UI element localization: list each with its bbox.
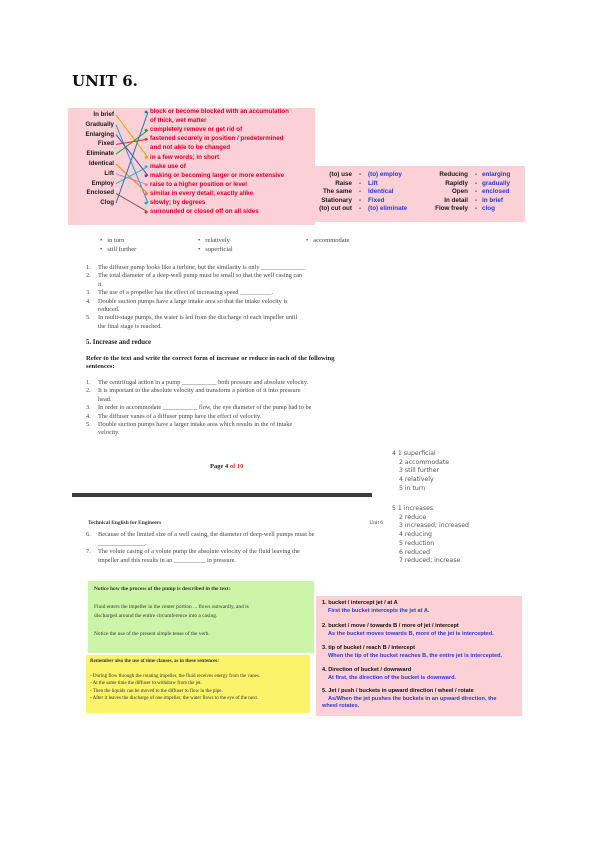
item-text: The total diameter of a deep-well pump must be small so that the well casing can — [98, 272, 303, 280]
item-text: It is important to the absolute velocity and transform a portion of it into pressure — [98, 387, 301, 395]
page-total: 10 — [236, 463, 244, 470]
word-item: • relatively — [198, 236, 230, 245]
item-text: In order to accommodate ___________ flow, the eye diameter of the pump had to be — [98, 404, 312, 412]
page-current: 4 — [224, 463, 229, 470]
answer-line: 3 increased; increased — [399, 522, 469, 530]
item-text: The use of a propeller has the effect of increasing speed __________. — [98, 289, 274, 297]
item-number: 4. — [86, 412, 91, 420]
note-line: - During flow through the rotating impeller, the fluid receives energy from the vanes. — [90, 673, 261, 679]
item-number: 2. — [86, 387, 91, 395]
answer-line: 7 reduced; increase — [399, 557, 461, 565]
item-text: the final stage is reached. — [98, 322, 162, 330]
vocab-dash: - — [474, 205, 478, 213]
item-text: velocity. — [98, 429, 120, 437]
note-line: Notice the use of the present simple tense of the verb. — [94, 631, 210, 637]
header-unit: Unit 6 — [369, 520, 383, 526]
section-heading: 5. Increase and reduce — [86, 339, 152, 346]
note-line: Fluid enters the impeller in the center portion ... flows outwardly, and is — [94, 604, 249, 610]
page-label: Page — [210, 463, 225, 470]
answer-line: 4 reducing — [399, 531, 432, 539]
page-sep: of — [228, 463, 237, 470]
match-definition: surrounded or closed off on all sides — [150, 208, 259, 216]
match-word: Employ — [91, 179, 114, 187]
item-number: 5. — [86, 421, 91, 428]
match-definition: block or become blocked with an accumulation — [150, 108, 289, 115]
unit-title: UNIT 6. — [72, 72, 138, 90]
answer-line: wheel rotates. — [322, 703, 360, 709]
vocab-term: (to) use — [329, 171, 352, 178]
instruction-line: sentences: — [86, 363, 115, 370]
match-word: Gradually — [85, 120, 114, 128]
vocab-dash: - — [358, 196, 362, 204]
process-description-box — [88, 581, 314, 653]
answer-line: At first, the direction of the bucket is downward. — [328, 674, 457, 681]
match-definition: make use of — [150, 162, 186, 170]
match-word: Fixed — [97, 140, 114, 148]
prompt-line: 4. Direction of bucket / downward — [322, 667, 412, 673]
vocab-synonym: enlarging — [482, 171, 511, 178]
time-clauses-box — [86, 655, 310, 713]
word-item: • superficial — [198, 245, 233, 254]
match-definition: slowly; by degrees — [150, 199, 206, 206]
vocab-term: Raise — [335, 179, 352, 187]
word-item: • still further — [100, 245, 136, 254]
item-number: 1. — [86, 264, 91, 271]
match-word: Identical — [88, 160, 114, 167]
item-text: reduced. — [98, 306, 120, 313]
vocab-dash: - — [474, 179, 478, 187]
header-title: Technical English for Engineers — [88, 520, 162, 526]
match-dot — [145, 183, 148, 186]
vocab-term: Flow freely — [435, 205, 468, 213]
answer-line: 5 reduction — [399, 539, 435, 547]
prompt-line: 5. Jet / push / buckets in upward direction / wheel / rotate — [322, 688, 474, 694]
match-definition: making or becoming larger or more extensive — [150, 171, 285, 179]
vocab-dash: - — [358, 171, 362, 178]
match-dot — [145, 211, 148, 214]
match-definition: fastened securely in position / predetermined — [150, 135, 284, 143]
prompt-line: 1. bucket / intercept jet / at A — [322, 600, 398, 606]
match-dot — [145, 165, 148, 168]
match-dot — [145, 156, 148, 159]
match-dot — [145, 138, 148, 141]
note-line: - At the same time the diffuser to withdraw from the jet. — [90, 681, 202, 687]
match-dot — [145, 193, 148, 196]
answer-line: 5 in turn — [399, 484, 426, 492]
answer-line: As/When the jet pushes the buckets in an upward direction, the — [328, 695, 497, 702]
answer-key-5 — [392, 505, 492, 570]
item-text: impeller and this results in an __________ in pressure. — [98, 556, 236, 564]
item-text: Double suction pumps have a larger intake area which results in the of intake — [98, 421, 293, 428]
match-definition: completely remove or get rid of — [150, 126, 243, 134]
match-word: Lift — [104, 169, 114, 177]
note-line: - After it leaves the discharge of one impeller, the water flows to the eye of the next. — [90, 696, 259, 701]
match-definition: raise to a higher position or level — [150, 180, 247, 188]
note-line: - Then the liquids can be moved to the diffuser to flow in the pipe. — [90, 688, 223, 694]
match-definition: in a few words; in short — [150, 153, 220, 161]
item-text: Because of the limited size of a well casing, the diameter of deep-well pumps must be — [98, 531, 315, 538]
vocab-synonym: gradually — [482, 179, 510, 187]
answer-line: 5 1 increases — [392, 505, 434, 512]
page-header — [88, 520, 383, 526]
match-definition: of thick, wet matter — [150, 117, 207, 125]
vocab-synonym: Fixed — [368, 196, 385, 204]
exercise-3 — [86, 531, 386, 571]
vocab-term: Stationary — [321, 196, 352, 204]
item-text: In multi-stage pumps, the water is led from the discharge of each impeller until — [98, 314, 298, 322]
item-text: _______________. — [98, 539, 147, 547]
answer-line: 2 reduce — [399, 513, 427, 521]
item-number: 5. — [86, 314, 91, 322]
answer-line: 4 relatively — [399, 476, 434, 484]
item-text: The diffuser vanes of a diffuser pump have the effect of velocity. — [98, 412, 262, 420]
instructions — [86, 355, 335, 371]
note-line: discharged around the entire circumference into a casing. — [94, 613, 218, 619]
vocab-dash: - — [358, 188, 362, 196]
item-text: Double suction pumps have a large intake area so that the intake velocity is — [98, 297, 288, 305]
vocab-term: Rapidly — [445, 179, 468, 187]
match-word: In brief — [93, 111, 114, 118]
item-number: 1. — [86, 379, 91, 386]
item-text: The volute casing of a volute pump the absolute velocity of the fluid leaving the — [98, 548, 300, 556]
match-dot — [145, 129, 148, 132]
vocab-term: (to) cut out — [319, 205, 352, 213]
vocab-term: The same — [322, 188, 352, 196]
match-dot — [145, 202, 148, 205]
vocab-dash: - — [474, 196, 478, 204]
page-number — [210, 463, 243, 470]
item-number: 3. — [86, 289, 91, 297]
answer-key-4 — [392, 450, 492, 495]
match-word: Clog — [100, 199, 114, 207]
match-dot — [145, 174, 148, 177]
match-word: Enlarging — [85, 130, 114, 138]
match-line — [116, 193, 148, 212]
match-word: Enclosed — [86, 189, 114, 197]
item-number: 6. — [86, 531, 91, 538]
word-item: • accommodate — [306, 236, 349, 245]
answer-line: 3 still further — [399, 467, 440, 475]
vocab-term: Reducing — [439, 171, 468, 178]
vocab-synonym: in brief — [482, 196, 503, 204]
answer-line: 6 reduced — [399, 548, 431, 556]
match-word: Eliminate — [86, 150, 114, 158]
item-number: 7. — [86, 548, 91, 556]
item-number: 4. — [86, 297, 91, 305]
matching-exercise — [68, 108, 315, 225]
exercise-1 — [86, 264, 386, 334]
answer-line: 4 1 superficial — [392, 450, 436, 457]
matching-lines — [68, 108, 315, 225]
instruction-line: Refer to the text and write the correct form of increase or reduce in each of the following — [86, 355, 335, 362]
vocab-synonym: (to) employ — [368, 171, 402, 178]
vocab-synonym: Identical — [368, 188, 394, 196]
item-text: it. — [98, 280, 104, 288]
prompt-line: 3. tip of bucket / reach B / intercept — [322, 645, 415, 651]
vocab-dash: - — [474, 171, 478, 178]
page-divider — [72, 493, 372, 497]
answer-line: As the bucket moves towards B, more of the jet is intercepted. — [328, 630, 494, 637]
item-number: 3. — [86, 404, 91, 412]
note-line: Notice how the process of the pump is described in the text: — [94, 586, 231, 592]
answer-line: First the bucket intercepts the jet at A. — [328, 607, 430, 614]
answer-line: 2 accommodate — [399, 458, 450, 466]
prompt-line: 2. bucket / move / towards B / more of jet / intercept — [322, 623, 459, 629]
vocab-dash: - — [358, 205, 362, 213]
item-number: 2. — [86, 272, 91, 280]
vocab-synonym: enclosed — [482, 188, 510, 196]
match-definition: similar in every detail; exactly alike — [150, 189, 254, 197]
vocabulary-box — [312, 166, 525, 222]
vocab-synonym: (to) eliminate — [368, 205, 408, 213]
exercise-2 — [86, 379, 386, 439]
vocab-term: In detail — [444, 196, 468, 204]
answer-line: When the tip of the bucket reaches B, the entire jet is intercepted. — [328, 652, 503, 659]
vocab-term: Open — [451, 188, 468, 196]
item-text: The diffuser pump looks like a turbine, but the similarity is only ______________ — [98, 264, 306, 271]
vocab-synonym: Lift — [368, 179, 378, 187]
sentence-building-box — [316, 596, 522, 716]
vocab-synonym: clog — [482, 205, 495, 213]
word-item: • in turn — [100, 236, 124, 245]
item-text: head. — [98, 395, 112, 403]
note-line: Remember also the use of time clauses, as in these sentences: — [90, 659, 219, 664]
vocab-dash: - — [358, 179, 362, 187]
match-dot — [145, 111, 148, 114]
match-definition: and not able to be changed — [150, 144, 231, 152]
item-text: The centrifugal action in a pump ___________ both pressure and absolute velocity. — [98, 379, 309, 386]
vocab-dash: - — [474, 188, 478, 196]
